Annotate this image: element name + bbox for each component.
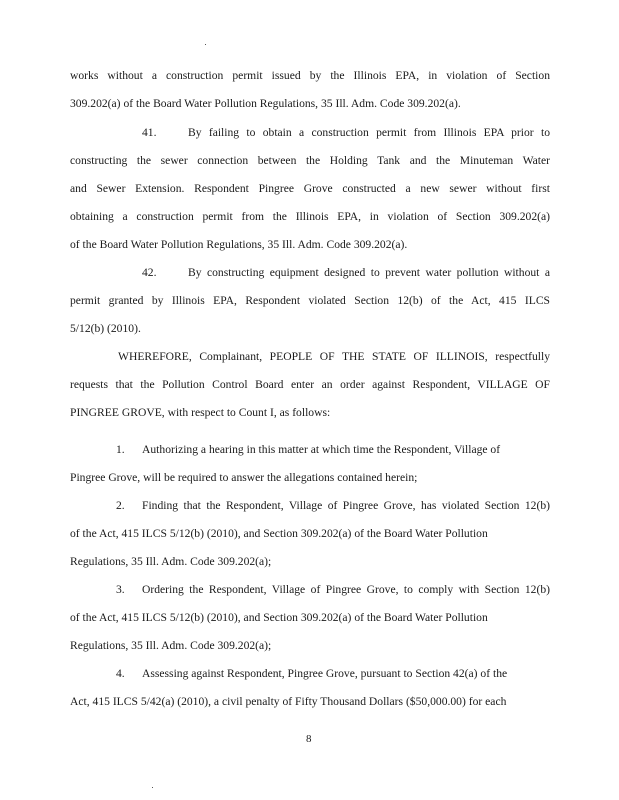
body-line: Ordering the Respondent, Village of Pingree Grove, to comply with Section 12(b) (142, 583, 550, 596)
relief-item-4 (70, 667, 550, 681)
body-line: of the Act, 415 ILCS 5/12(b) (2010), and Section 309.202(a) of the Board Water Pollution (70, 527, 488, 540)
body-line: permit granted by Illinois EPA, Respondent violated Section 12(b) of the Act, 415 ILCS (70, 294, 550, 307)
body-line: Assessing against Respondent, Pingree Grove, pursuant to Section 42(a) of the (142, 667, 508, 680)
body-line: Regulations, 35 Ill. Adm. Code 309.202(a); (70, 555, 272, 568)
body-line: and Sewer Extension. Respondent Pingree Grove constructed a new sewer without first (70, 182, 550, 195)
body-line: obtaining a construction permit from the Illinois EPA, in violation of Section 309.202(a) (70, 210, 550, 223)
body-line: Authorizing a hearing in this matter at which time the Respondent, Village of (142, 443, 501, 456)
item-number: 3. (116, 583, 125, 596)
paragraph-41 (70, 126, 550, 140)
scan-speck (152, 787, 153, 788)
body-line: Regulations, 35 Ill. Adm. Code 309.202(a); (70, 639, 272, 652)
relief-item-3 (70, 583, 550, 597)
relief-item-2 (70, 499, 550, 513)
body-line: of the Act, 415 ILCS 5/12(b) (2010), and Section 309.202(a) of the Board Water Pollution (70, 611, 488, 624)
body-line: Finding that the Respondent, Village of Pingree Grove, has violated Section 12(b) (142, 499, 550, 512)
body-line: By constructing equipment designed to prevent water pollution without a (188, 266, 550, 279)
body-line: Pingree Grove, will be required to answer the allegations contained herein; (70, 471, 418, 484)
relief-item-1 (70, 443, 550, 457)
body-line: Act, 415 ILCS 5/42(a) (2010), a civil penalty of Fifty Thousand Dollars ($50,000.00) for each (70, 695, 507, 708)
body-line: 5/12(b) (2010). (70, 322, 141, 335)
paragraph-number: 42. (142, 266, 157, 279)
body-line: WHEREFORE, Complainant, PEOPLE OF THE STATE OF ILLINOIS, respectfully (118, 350, 550, 363)
item-number: 4. (116, 667, 125, 680)
body-line: By failing to obtain a construction permit from Illinois EPA prior to (188, 126, 550, 139)
paragraph-number: 41. (142, 126, 157, 139)
page-number: 8 (306, 733, 312, 745)
body-line: requests that the Pollution Control Board enter an order against Respondent, VILLAGE OF (70, 378, 550, 391)
body-line: works without a construction permit issued by the Illinois EPA, in violation of Section (70, 69, 550, 82)
body-line: constructing the sewer connection between the Holding Tank and the Minuteman Water (70, 154, 550, 167)
body-line: PINGREE GROVE, with respect to Count I, as follows: (70, 406, 331, 419)
paragraph-42 (70, 266, 550, 280)
item-number: 2. (116, 499, 125, 512)
item-number: 1. (116, 443, 125, 456)
body-line: 309.202(a) of the Board Water Pollution Regulations, 35 Ill. Adm. Code 309.202(a). (70, 97, 461, 110)
body-line: of the Board Water Pollution Regulations, 35 Ill. Adm. Code 309.202(a). (70, 238, 408, 251)
scan-speck (205, 44, 206, 45)
